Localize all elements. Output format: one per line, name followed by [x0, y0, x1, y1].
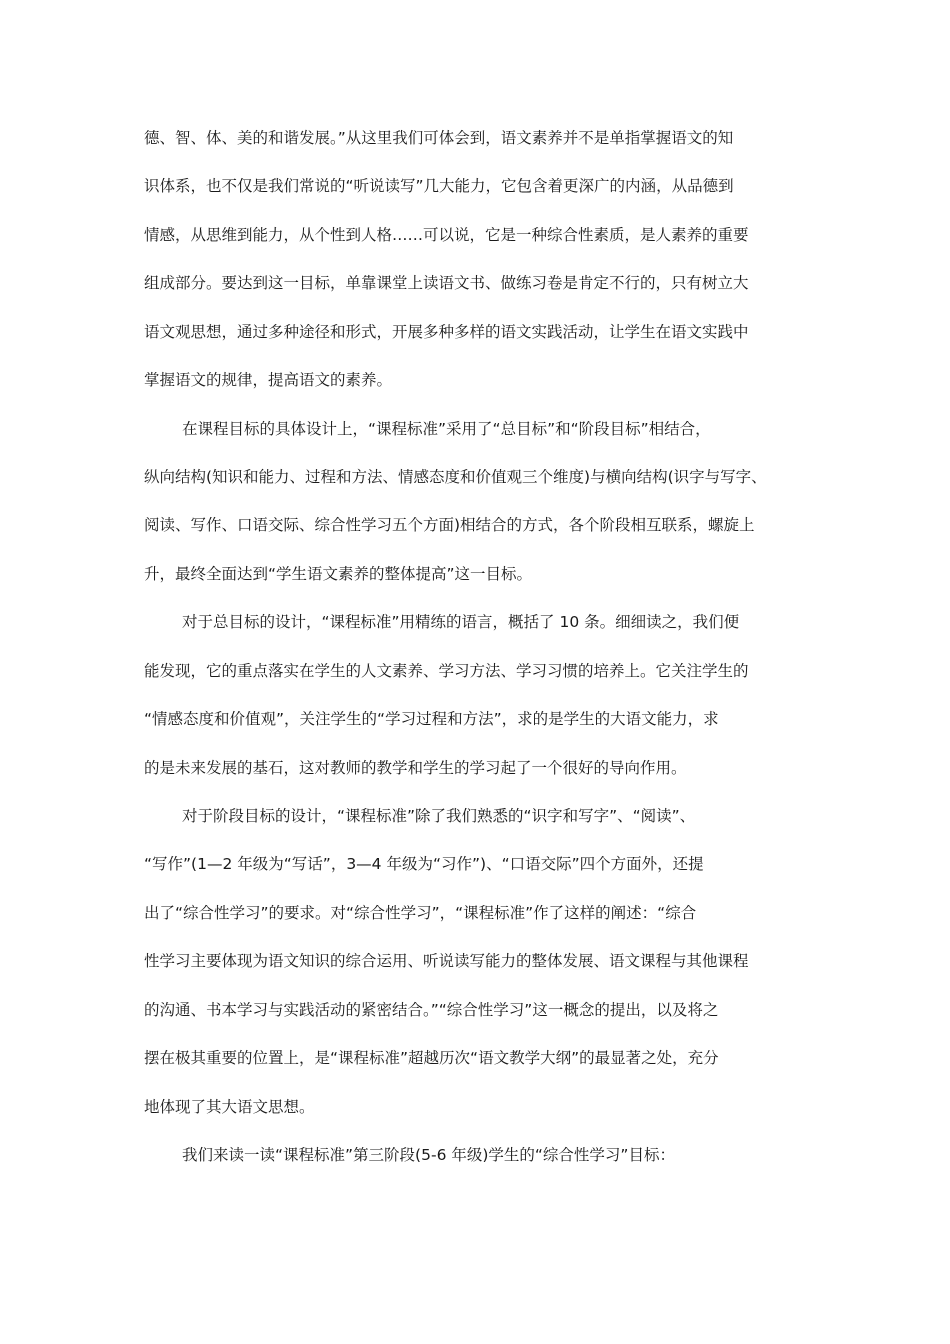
paragraph-first-line: 对于阶段目标的设计，“课程标准”除了我们熟悉的“识字和写字”、“阅读”、: [182, 807, 696, 825]
text-line: “情感态度和价值观”，关注学生的“学习过程和方法”，求的是学生的大语文能力，求: [144, 710, 719, 728]
text-line: 掌握语文的规律，提高语文的素养。: [144, 371, 393, 389]
text-line: 语文观思想，通过多种途径和形式，开展多种多样的语文实践活动，让学生在语文实践中: [144, 323, 749, 341]
text-line: 组成部分。要达到这一目标，单靠课堂上读语文书、做练习卷是肯定不行的，只有树立大: [144, 274, 749, 292]
paragraph-first-line: 在课程目标的具体设计上，“课程标准”采用了“总目标”和“阶段目标”相结合，: [182, 420, 711, 438]
text-line: 识体系，也不仅是我们常说的“听说读写”几大能力，它包含着更深广的内涵，从品德到: [144, 177, 734, 195]
text-line: 性学习主要体现为语文知识的综合运用、听说读写能力的整体发展、语文课程与其他课程: [144, 952, 749, 970]
text-line: 摆在极其重要的位置上，是“课程标准”超越历次“语文教学大纲”的最显著之处，充分: [144, 1049, 719, 1067]
text-line: 纵向结构(知识和能力、过程和方法、情感态度和价值观三个维度)与横向结构(识字与写字、: [144, 468, 767, 486]
text-line: 升，最终全面达到“学生语文素养的整体提高”这一目标。: [144, 565, 533, 583]
text-line: 情感，从思维到能力，从个性到人格……可以说，它是一种综合性素质，是人素养的重要: [144, 226, 749, 244]
text-line: 的是未来发展的基石，这对教师的教学和学生的学习起了一个很好的导向作用。: [144, 759, 687, 777]
text-line: 地体现了其大语文思想。: [144, 1098, 315, 1116]
text-line: 出了“综合性学习”的要求。对“综合性学习”，“课程标准”作了这样的阐述：“综合: [144, 904, 697, 922]
text-line: 的沟通、书本学习与实践活动的紧密结合。”“综合性学习”这一概念的提出，以及将之: [144, 1001, 719, 1019]
text-line: “写作”(1—2 年级为“写话”，3—4 年级为“习作”)、“口语交际”四个方面外，还提: [144, 855, 704, 873]
paragraph-first-line: 我们来读一读“课程标准”第三阶段(5-6 年级)学生的“综合性学习”目标：: [182, 1146, 675, 1164]
paragraph-first-line: 对于总目标的设计，“课程标准”用精练的语言，概括了 10 条。细细读之，我们便: [182, 613, 740, 631]
text-line: 能发现，它的重点落实在学生的人文素养、学习方法、学习习惯的培养上。它关注学生的: [144, 662, 749, 680]
text-line: 德、智、体、美的和谐发展。”从这里我们可体会到，语文素养并不是单指掌握语文的知: [144, 129, 734, 147]
text-line: 阅读、写作、口语交际、综合性学习五个方面)相结合的方式，各个阶段相互联系，螺旋上: [144, 516, 755, 534]
